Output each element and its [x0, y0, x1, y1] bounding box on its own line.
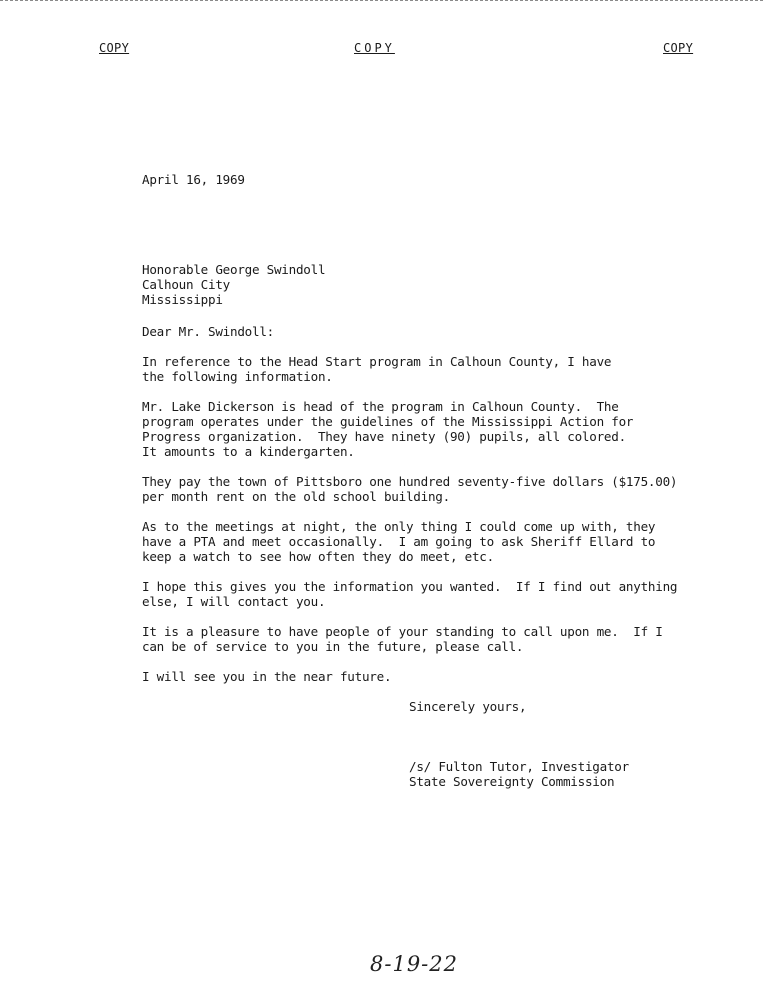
text-line: It is a pleasure to have people of your standing to call upon me. If I — [142, 624, 663, 639]
paragraph-meetings — [142, 519, 702, 564]
text-line: can be of service to you in the future, please call. — [142, 639, 524, 654]
address-line: Calhoun City — [142, 277, 230, 292]
text-line: As to the meetings at night, the only thing I could come up with, they — [142, 519, 656, 534]
text-line: I will see you in the near future. — [142, 669, 392, 684]
address-line: Honorable George Swindoll — [142, 262, 326, 277]
paragraph-program-head — [142, 399, 702, 459]
address-line: Mississippi — [142, 292, 223, 307]
signature-line: /s/ Fulton Tutor, Investigator — [409, 759, 629, 774]
text-line: I hope this gives you the information you wanted. If I find out anything — [142, 579, 678, 594]
text-line: Mr. Lake Dickerson is head of the program in Calhoun County. The — [142, 399, 619, 414]
paragraph-head-start — [142, 354, 702, 384]
text-line: Progress organization. They have ninety (90) pupils, all colored. — [142, 429, 626, 444]
text-line: They pay the town of Pittsboro one hundred seventy-five dollars ($175.00) — [142, 474, 678, 489]
paragraph-rent — [142, 474, 702, 504]
copy-mark-center: COPY — [354, 41, 395, 55]
text-line: program operates under the guidelines of the Mississippi Action for — [142, 414, 634, 429]
letter-date: April 16, 1969 — [142, 172, 245, 187]
closing-block — [409, 699, 702, 789]
page-top-edge — [0, 0, 763, 9]
copy-mark-right: COPY — [663, 41, 694, 55]
signature-title: State Sovereignty Commission — [409, 774, 615, 789]
text-line: It amounts to a kindergarten. — [142, 444, 355, 459]
letter-body — [142, 172, 702, 789]
text-line: In reference to the Head Start program in Calhoun County, I have — [142, 354, 612, 369]
salutation: Dear Mr. Swindoll: — [142, 324, 274, 339]
text-line: the following information. — [142, 369, 333, 384]
paragraph-future — [142, 669, 702, 684]
text-line: have a PTA and meet occasionally. I am going to ask Sheriff Ellard to — [142, 534, 656, 549]
text-line: keep a watch to see how often they do meet, etc. — [142, 549, 494, 564]
paragraph-information — [142, 579, 702, 609]
text-line: per month rent on the old school building. — [142, 489, 450, 504]
recipient-address — [142, 262, 702, 307]
text-line: else, I will contact you. — [142, 594, 326, 609]
handwritten-note: 8-19-22 — [370, 952, 458, 976]
closing: Sincerely yours, — [409, 699, 527, 714]
copy-mark-left: COPY — [99, 41, 130, 55]
paragraph-pleasure — [142, 624, 702, 654]
